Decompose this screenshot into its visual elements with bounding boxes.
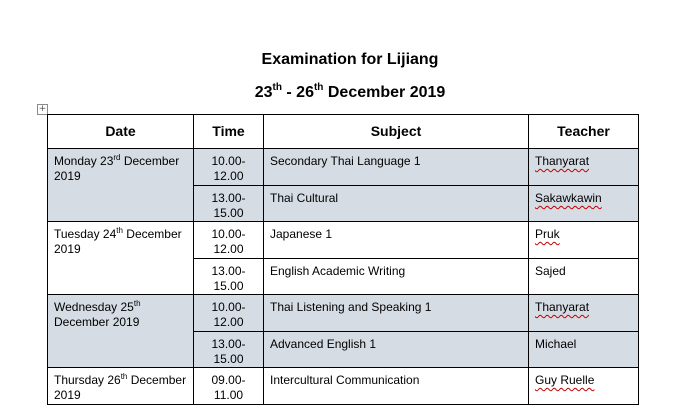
time-cell[interactable] [194,149,264,186]
date-cell[interactable] [48,295,194,368]
table-row [48,149,639,186]
subject-cell[interactable] [264,222,529,259]
table-row [48,222,639,259]
exam-schedule-table [47,114,639,405]
teacher-cell-text: Sakawkawin [535,191,602,205]
end-day: - 26 [281,84,314,101]
subject-cell-text: Advanced English 1 [270,337,377,351]
document-title: Examination for Lijiang [261,51,439,68]
subject-cell[interactable] [264,332,529,368]
date-text: Wednesday 25 [54,300,134,314]
date-text: Monday 23 [54,154,114,168]
header-row [48,115,639,149]
subject-cell[interactable] [264,295,529,332]
date-month-year: December 2019 [54,373,187,402]
table-row [48,295,639,332]
date-cell[interactable] [48,368,194,405]
subject-cell[interactable] [264,149,529,186]
header-subject: Subject [264,115,529,149]
date-cell[interactable] [48,222,194,295]
start-day-suffix: th [272,82,282,93]
time-cell[interactable] [194,368,264,405]
teacher-cell-text: Guy Ruelle [535,373,595,387]
date-text: Thursday 26 [54,373,121,387]
teacher-cell[interactable] [529,222,639,259]
date-month-year: December 2019 [54,315,140,329]
date-suffix: th [116,226,123,235]
date-cell[interactable] [48,149,194,222]
date-month-year: December 2019 [54,154,180,183]
teacher-cell-text: Thanyarat [535,300,590,314]
time-cell-text: 10.00-12.00 [211,300,246,329]
start-day: 23 [254,84,273,101]
time-cell-text: 10.00-12.00 [211,227,246,256]
move-handle-icon[interactable]: + [38,104,47,114]
header-time: Time [194,115,264,149]
time-cell-text: 13.00-15.00 [211,191,246,220]
date-suffix: th [133,299,141,308]
header-teacher: Teacher [529,115,639,149]
subject-cell-text: Japanese 1 [270,227,333,241]
time-cell-text: 09.00-11.00 [211,373,246,402]
subject-cell-text: Intercultural Communication [270,373,420,387]
date-text: Tuesday 24 [54,227,117,241]
subject-cell-text: English Academic Writing [270,264,406,278]
teacher-cell[interactable] [529,186,639,222]
time-cell-text: 10.00-12.00 [211,154,246,183]
teacher-cell[interactable] [529,259,639,295]
subject-cell[interactable] [264,368,529,405]
table-row [48,368,639,405]
teacher-cell[interactable] [529,295,639,332]
subject-cell[interactable] [264,186,529,222]
subject-cell[interactable] [264,259,529,295]
teacher-cell[interactable] [529,149,639,186]
date-month-year: December 2019 [54,227,182,256]
teacher-cell-text: Pruk [535,227,560,241]
month-year: December 2019 [323,84,446,101]
date-suffix: th [120,372,128,381]
time-cell[interactable] [194,222,264,259]
teacher-cell-text: Sajed [535,264,566,278]
teacher-cell-text: Thanyarat [535,154,590,168]
teacher-cell-text: Michael [535,337,577,351]
time-cell-text: 13.00-15.00 [211,337,246,366]
time-cell[interactable] [194,332,264,368]
time-cell-text: 13.00-15.00 [211,264,246,293]
end-day-suffix: th [313,82,324,93]
subject-cell-text: Thai Listening and Speaking 1 [270,300,432,314]
teacher-cell[interactable] [529,368,639,405]
header-date: Date [48,115,194,149]
time-cell[interactable] [194,186,264,222]
time-cell[interactable] [194,295,264,332]
subject-cell-text: Thai Cultural [270,191,339,205]
teacher-cell[interactable] [529,332,639,368]
document-subtitle-dates [0,84,700,102]
time-cell[interactable] [194,259,264,295]
date-suffix: rd [113,153,121,162]
subject-cell-text: Secondary Thai Language 1 [270,154,421,168]
